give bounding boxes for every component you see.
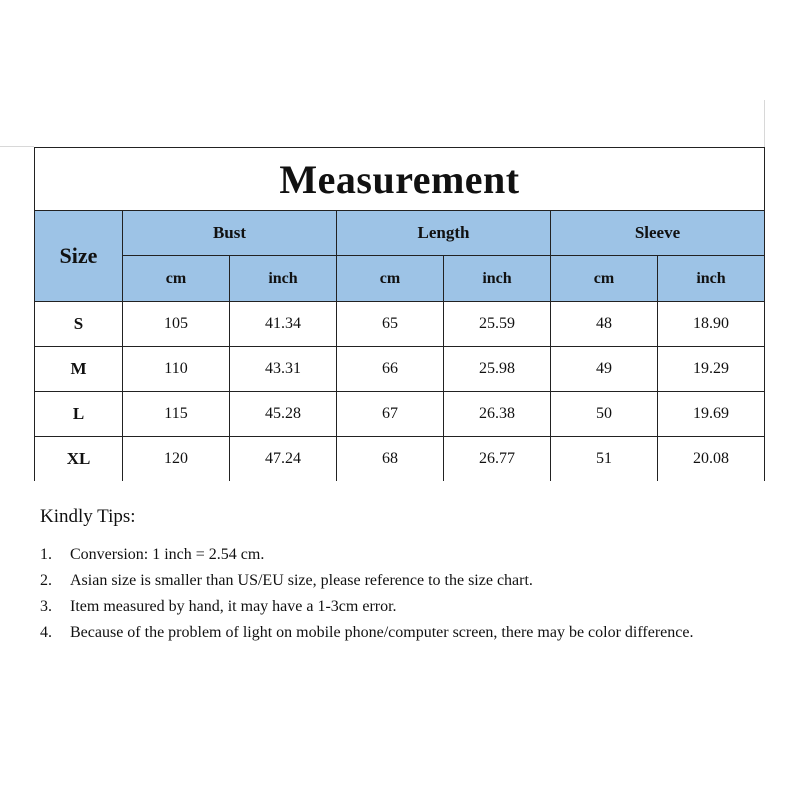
table-row (35, 302, 765, 347)
tip-item (40, 568, 770, 594)
tip-number: 4. (40, 624, 52, 641)
table-cell: 66 (337, 347, 444, 392)
table-row (35, 437, 765, 482)
table-cell: 105 (123, 302, 230, 347)
table-cell: 50 (551, 392, 658, 437)
sleeve-header: Sleeve (551, 211, 765, 256)
size-cell: M (35, 347, 123, 392)
table-cell: 120 (123, 437, 230, 482)
table-cell: 115 (123, 392, 230, 437)
table-row (35, 347, 765, 392)
table-cell: 26.77 (444, 437, 551, 482)
table-cell: 110 (123, 347, 230, 392)
table-cell: 26.38 (444, 392, 551, 437)
unit-header: cm (551, 256, 658, 302)
unit-header: inch (230, 256, 337, 302)
size-header: Size (35, 211, 123, 302)
table-cell: 18.90 (658, 302, 765, 347)
size-cell: S (35, 302, 123, 347)
tip-item (40, 594, 770, 620)
tip-text: Asian size is smaller than US/EU size, please reference to the size chart. (70, 572, 533, 589)
length-header: Length (337, 211, 551, 256)
tip-text: Item measured by hand, it may have a 1-3cm error. (70, 598, 397, 615)
tips-title: Kindly Tips: (40, 506, 136, 527)
table-cell: 49 (551, 347, 658, 392)
tip-item (40, 620, 770, 646)
unit-header: inch (658, 256, 765, 302)
tip-item (40, 542, 770, 568)
table-cell: 68 (337, 437, 444, 482)
table-cell: 65 (337, 302, 444, 347)
size-chart-table (34, 147, 765, 481)
table-cell: 45.28 (230, 392, 337, 437)
table-cell: 67 (337, 392, 444, 437)
unit-header: cm (337, 256, 444, 302)
bust-header: Bust (123, 211, 337, 256)
table-cell: 20.08 (658, 437, 765, 482)
table-cell: 51 (551, 437, 658, 482)
table-title: Measurement (35, 148, 765, 211)
table-row (35, 392, 765, 437)
table-cell: 19.69 (658, 392, 765, 437)
tips-list (40, 542, 770, 646)
table-cell: 48 (551, 302, 658, 347)
tip-number: 2. (40, 572, 52, 589)
right-edge-line (764, 100, 765, 148)
unit-header: inch (444, 256, 551, 302)
tips-section (40, 506, 770, 646)
tip-number: 3. (40, 598, 52, 615)
size-cell: L (35, 392, 123, 437)
table-cell: 25.59 (444, 302, 551, 347)
table-cell: 41.34 (230, 302, 337, 347)
tip-number: 1. (40, 546, 52, 563)
top-divider-line (0, 146, 34, 147)
size-cell: XL (35, 437, 123, 482)
table-cell: 25.98 (444, 347, 551, 392)
table-cell: 47.24 (230, 437, 337, 482)
tip-text: Because of the problem of light on mobile phone/computer screen, there may be color difference. (70, 624, 694, 641)
table-cell: 19.29 (658, 347, 765, 392)
tip-text: Conversion: 1 inch = 2.54 cm. (70, 546, 265, 563)
table-cell: 43.31 (230, 347, 337, 392)
unit-header: cm (123, 256, 230, 302)
